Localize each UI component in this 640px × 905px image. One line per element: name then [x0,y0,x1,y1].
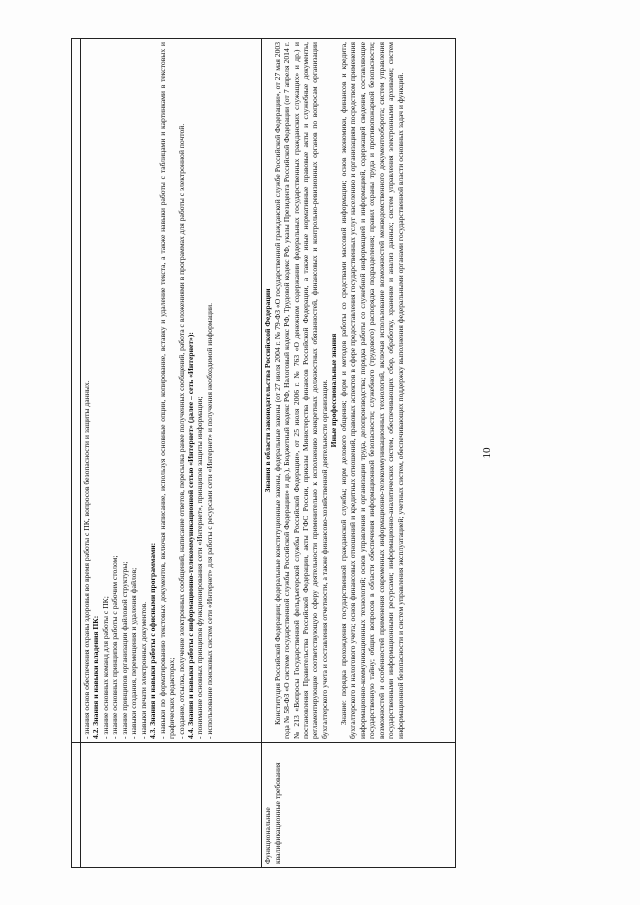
list-item: - знание основных команд для работы с ПК; [100,596,110,739]
page-number: 10 [481,447,493,459]
list-item: - знание принципов организации файловой структуры; [119,561,129,739]
row-label-cell [262,743,456,868]
rotated-page-content [71,34,601,872]
empty-cell [72,743,81,868]
section-heading: 4.4. Знания и навыки работы с информационно-телекоммуникационной сетью «Интернет» (далее – сеть «Интернет»): [185,332,195,739]
list-item: - понимание основных принципов функционирования сети «Интернет», принципов защиты информации; [195,396,205,739]
section-heading: 4.3. Знания и навыки работы с офисными программами: [148,542,158,739]
list-item: - создание, отсылка, получение электронных сообщений, написание ответов, пересылка ранее полученных сообщений, работа с вложениями в программах для работы с электронной почтой. [176,123,186,739]
list-item: - использование поисковых систем сети «Интернет» для работы с ресурсами сети «Интернет» и получения необходимой информации. [204,303,214,739]
table-row [72,39,81,868]
table-row [81,39,262,868]
table-row [262,39,456,868]
row-label: Функциональные квалификационные требования [263,762,282,864]
professional-knowledge-heading: Иные профессиональные знания [329,333,339,448]
requirements-table [71,38,456,868]
professional-knowledge-text: Знание: порядка прохождения государственной гражданской службы; норм делового общения; форм и методов работы со средствами массовой информации; основ экономики, финансов и кредита, бухгалтерского и налогового учета; основ финансовых отношений и кредитных отношений, правовых аспектов в сфере предоставления государственных услуг населению и организациям посредством применения информационно-коммуникационных технологий; основ управления и организации труда, делопроизводства; порядка работы со служебной информацией и информацией, содержащей сведения, составляющие государственную тайну; общих вопросов в области обеспечения информационной безопасности; служебного (трудового) распорядка подразделения; правил охраны труда и противопожарной безопасности; возможностей и особенностей применения современных информационно-телекоммуникационных технологий, включая использование возможностей межведомственного документооборота; систем управления государственными информационными ресурсами; информационно-аналитических систем, обеспечивающих сбор, обработку, хранение и анализ данных; систем управления электронными архивами; систем информационной безопасности и систем управления эксплуатацией; учетных систем, обеспечивающих поддержку выполнения федеральными органами государственной власти основных задач и функций. [338,42,405,739]
empty-label-cell [81,743,262,868]
list-item: - знание основных принципов работы с рабочим столом; [110,555,120,739]
list-item: - навыки по форматированию текстовых документов, включая написание, используя основные опции, копирование, вставку и удаление текста, а также навыки работы с таблицами и картинками в текстовых и графических редакторах; [157,42,177,739]
functional-requirements-cell [262,39,456,743]
law-knowledge-text: Конституция Российской Федерации; федеральные конституционные законы, федеральные законы (от 27 июля 2004 г. № 79-ФЗ «О государственной гражданской службе Российской Федерации», от 27 мая 2003 года № 58-ФЗ «О системе государственной службы Российской Федерации» и др.), Бюджетный кодекс РФ, Налоговый кодекс РФ, Трудовой кодекс РФ, указы Президента Российской Федерации (от 7 апреля 2014 г. № 213 «Вопросы Государственной фельдъегерской службы Российской Федерации», от 25 июля 2006 г. № 763 «О денежном содержании федеральных государственных гражданских служащих» и др.) и постановления Правительства Российской Федерации, акты ГФС России, приказы Министерства финансов Российской Федерации, а также иные нормативные правовые акты и служебные документы, регламентирующие соответствующую сферу деятельности применительно к исполнению конкретных должностных обязанностей, финансовых и контрольно-ревизионных органов по вопросам организации бухгалтерского учета и составления отчетности, а также финансово-хозяйственной деятельности организации. [272,42,329,739]
empty-cell [72,39,81,743]
computer-skills-cell [81,39,262,743]
list-item: - навыки создания, перемещения и удаления файлов; [129,567,139,739]
section-heading: 4.2. Знания и навыки владения ПК: [91,615,101,739]
law-knowledge-heading: Знания в области законодательства Российской Федерации [263,288,273,493]
list-item: - навыки печати электронных документов. [138,601,148,739]
list-item: - знания основ обеспечения охраны здоровья во время работы с ПК, вопросов безопасности и защиты данных. [82,380,91,739]
